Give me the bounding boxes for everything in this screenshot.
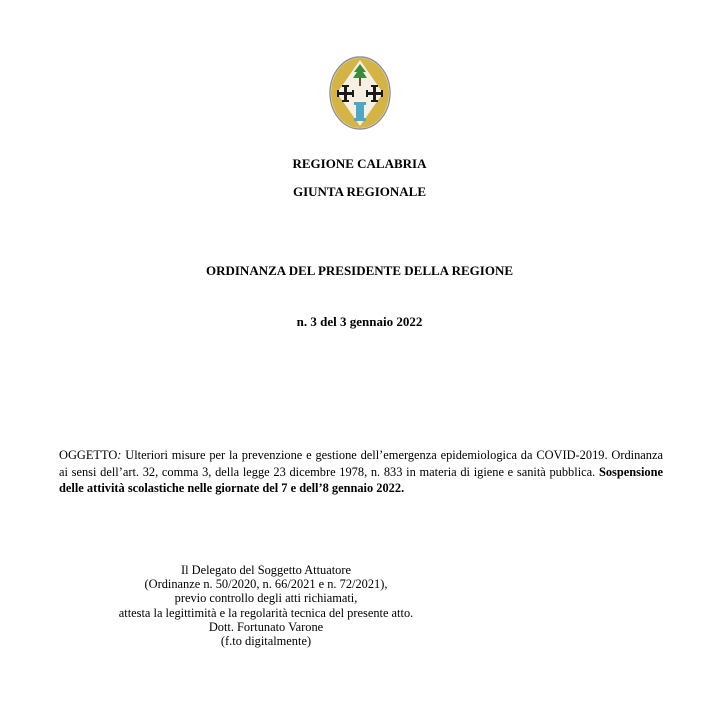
subject-bold-text: Sospensione delle attività scolastiche nelle giornate del 7 e dell’8 gennaio 2022. xyxy=(59,464,663,495)
subject-separator: : xyxy=(117,448,122,462)
region-name: REGIONE CALABRIA xyxy=(292,156,427,171)
subject-text: Ulteriori misure per la prevenzione e gestione dell’emergenza epidemiologica da COVID-2019. Ordinanza ai sensi dell’art. 32, comma 3, della legge 23 dicembre 1978, n. 833 in materia di igiene e sanità pubblica. xyxy=(59,448,663,479)
digital-signature-note: (f.to digitalmente) xyxy=(220,634,312,649)
subject-paragraph xyxy=(59,447,663,497)
regione-calabria-emblem-icon xyxy=(329,56,391,130)
signature-line: previo controllo degli atti richiamati, xyxy=(174,591,358,606)
signature-block xyxy=(86,563,446,648)
ordinance-number: n. 3 del 3 gennaio 2022 xyxy=(296,314,423,329)
signature-line: (Ordinanze n. 50/2020, n. 66/2021 e n. 72/2021), xyxy=(144,577,388,592)
signature-line: Il Delegato del Soggetto Attuatore xyxy=(181,563,351,577)
document-title: ORDINANZA DEL PRESIDENTE DELLA REGIONE xyxy=(205,263,514,278)
signature-line: attesta la legittimità e la regolarità tecnica del presente atto. xyxy=(118,605,414,620)
regional-body-name: GIUNTA REGIONALE xyxy=(292,184,427,199)
subject-label: OGGETTO xyxy=(59,448,118,462)
signer-name: Dott. Fortunato Varone xyxy=(208,619,324,634)
